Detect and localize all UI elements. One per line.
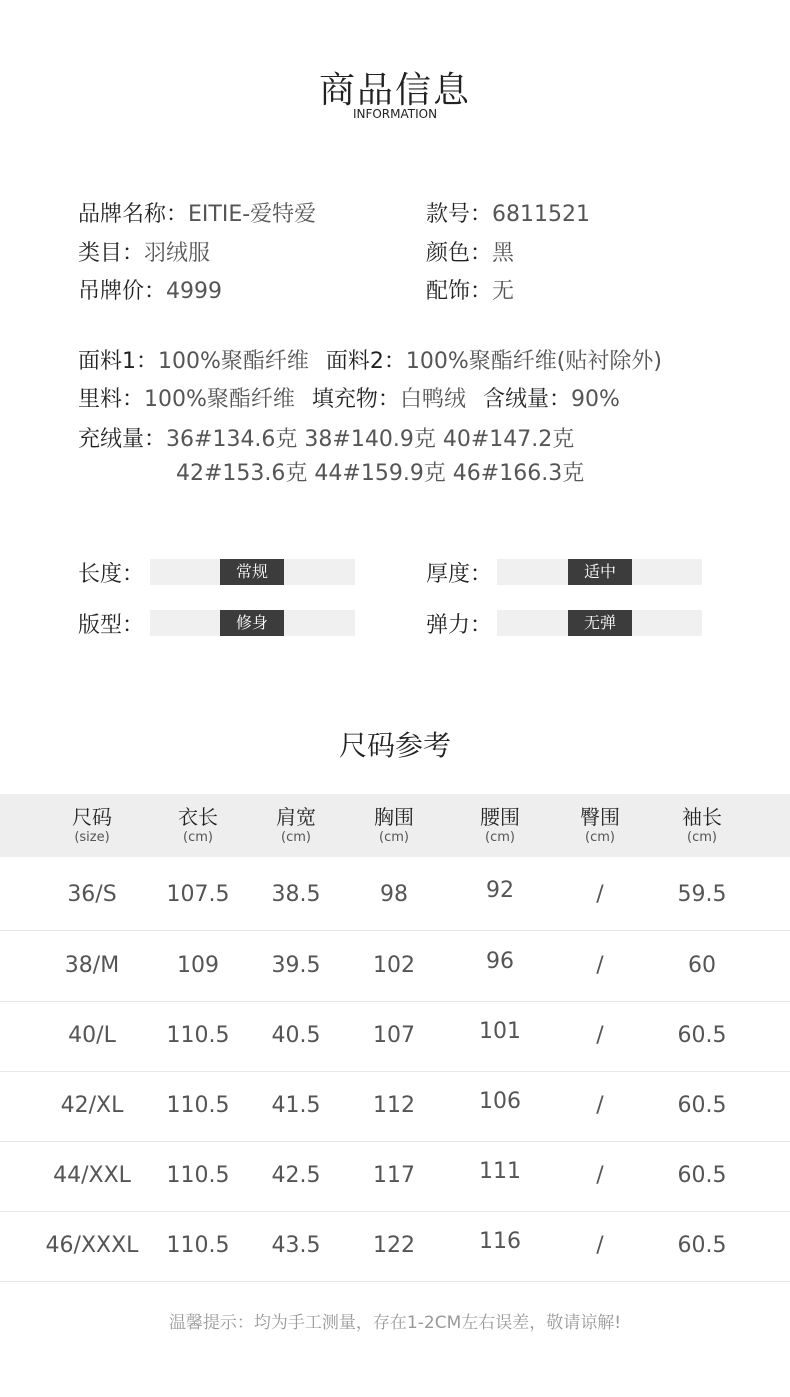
- fit-label: 版型：: [78, 613, 145, 638]
- cell-size: 36/S: [67, 882, 117, 907]
- down-content-value: 90%: [570, 387, 620, 412]
- cell-length: 110.5: [166, 1023, 230, 1048]
- cell-hip: /: [596, 953, 604, 978]
- brand-value: EITIE-爱特爱: [188, 202, 317, 227]
- column-header-chest: [339, 794, 449, 845]
- cell-hip: /: [596, 1233, 604, 1258]
- fabric2-value: 100%聚酯纤维(贴衬除外): [405, 349, 662, 374]
- style-no-row: [426, 197, 590, 228]
- size-table-header: [0, 794, 790, 857]
- cell-sleeve: 60: [688, 953, 716, 978]
- column-header-label: 肩宽: [276, 805, 316, 829]
- column-header-hip: [545, 794, 655, 845]
- lining-label: 里料：: [78, 387, 145, 412]
- fabric1-label: 面料1：: [78, 349, 158, 374]
- thickness-tag: 适中: [568, 559, 632, 585]
- cell-waist: 106: [479, 1089, 521, 1114]
- fill-weight-line2-row: [176, 456, 584, 487]
- category-row: [78, 236, 210, 267]
- column-header-size: [37, 794, 147, 845]
- page-subtitle: INFORMATION: [352, 107, 438, 121]
- fabric2-label: 面料2：: [325, 349, 406, 374]
- cell-length: 110.5: [166, 1163, 230, 1188]
- cell-shoulder: 40.5: [271, 1023, 321, 1048]
- length-label: 长度：: [78, 562, 145, 587]
- cell-waist: 92: [486, 878, 514, 903]
- cell-chest: 102: [373, 953, 415, 978]
- column-header-label: 衣长: [178, 805, 218, 829]
- lining-value: 100%聚酯纤维: [144, 387, 295, 412]
- cell-waist: 116: [479, 1229, 521, 1254]
- down-content-label: 含绒量：: [482, 387, 571, 412]
- cell-shoulder: 42.5: [271, 1163, 321, 1188]
- column-header-label: 胸围: [374, 805, 414, 829]
- column-header-unit: (cm): [485, 830, 515, 845]
- cell-chest: 107: [373, 1023, 415, 1048]
- cell-sleeve: 60.5: [677, 1163, 727, 1188]
- column-header-label: 袖长: [682, 805, 722, 829]
- thickness-label: 厚度：: [426, 562, 493, 587]
- fill-weight-label: 充绒量：: [78, 427, 167, 452]
- cell-chest: 122: [373, 1233, 415, 1258]
- cell-sleeve: 60.5: [677, 1233, 727, 1258]
- cell-sleeve: 59.5: [677, 882, 727, 907]
- cell-chest: 117: [373, 1163, 415, 1188]
- cell-waist: 101: [479, 1019, 521, 1044]
- filling-label: 填充物：: [311, 387, 400, 412]
- size-chart-title: 尺码参考: [338, 729, 451, 762]
- cell-chest: 98: [380, 882, 408, 907]
- cell-size: 46/XXXL: [45, 1233, 139, 1258]
- color-value: 黑: [492, 241, 515, 266]
- length-tag: 常规: [220, 559, 284, 585]
- table-row: [0, 1001, 790, 1072]
- cell-shoulder: 41.5: [271, 1093, 321, 1118]
- column-header-sleeve: [647, 794, 757, 845]
- cell-length: 107.5: [166, 882, 230, 907]
- cell-shoulder: 39.5: [271, 953, 321, 978]
- cell-shoulder: 43.5: [271, 1233, 321, 1258]
- cell-chest: 112: [373, 1093, 415, 1118]
- measurement-note: 温馨提示：均为手工测量，存在1-2CM左右误差，敬请谅解!: [168, 1313, 622, 1333]
- accessory-value: 无: [492, 279, 515, 304]
- column-header-length: [143, 794, 253, 845]
- filling-value: 白鸭绒: [399, 387, 466, 412]
- column-header-waist: [445, 794, 555, 845]
- cell-waist: 111: [479, 1159, 521, 1184]
- brand-label: 品牌名称：: [78, 202, 189, 227]
- cell-size: 42/XL: [60, 1093, 124, 1118]
- tag-price-label: 吊牌价：: [78, 279, 167, 304]
- column-header-unit: (cm): [585, 830, 615, 845]
- cell-hip: /: [596, 882, 604, 907]
- elasticity-tag: 无弹: [568, 610, 632, 636]
- accessory-row: [426, 274, 514, 305]
- style-no-value: 6811521: [492, 202, 590, 227]
- fill-weight-line2: 42#153.6克 44#159.9克 46#166.3克: [176, 461, 585, 486]
- fill-weight-line1: 36#134.6克 38#140.9克 40#147.2克: [166, 427, 575, 452]
- cell-hip: /: [596, 1163, 604, 1188]
- cell-length: 109: [177, 953, 219, 978]
- column-header-unit: (cm): [183, 830, 213, 845]
- cell-shoulder: 38.5: [271, 882, 321, 907]
- cell-size: 44/XXL: [53, 1163, 131, 1188]
- column-header-shoulder: [241, 794, 351, 845]
- category-value: 羽绒服: [144, 241, 211, 266]
- cell-length: 110.5: [166, 1233, 230, 1258]
- table-row: [0, 1141, 790, 1212]
- fabric1-value: 100%聚酯纤维: [158, 349, 309, 374]
- page-title: 商品信息: [318, 70, 471, 111]
- tag-price-value: 4999: [166, 279, 223, 304]
- cell-sleeve: 60.5: [677, 1093, 727, 1118]
- table-row: [0, 860, 790, 931]
- category-label: 类目：: [78, 241, 145, 266]
- color-row: [426, 236, 514, 267]
- column-header-unit: (cm): [379, 830, 409, 845]
- cell-length: 110.5: [166, 1093, 230, 1118]
- cell-hip: /: [596, 1093, 604, 1118]
- column-header-label: 腰围: [480, 805, 520, 829]
- cell-size: 40/L: [68, 1023, 116, 1048]
- cell-sleeve: 60.5: [677, 1023, 727, 1048]
- table-row: [0, 1211, 790, 1282]
- color-label: 颜色：: [426, 241, 493, 266]
- table-row: [0, 931, 790, 1002]
- table-row: [0, 1071, 790, 1142]
- column-header-unit: (cm): [281, 830, 311, 845]
- column-header-unit: (size): [74, 830, 110, 845]
- accessory-label: 配饰：: [426, 279, 493, 304]
- lining-row: [78, 382, 620, 413]
- cell-size: 38/M: [64, 953, 120, 978]
- column-header-label: 臀围: [580, 805, 620, 829]
- tag-price-row: [78, 274, 222, 305]
- fit-tag: 修身: [220, 610, 284, 636]
- column-header-unit: (cm): [687, 830, 717, 845]
- style-no-label: 款号：: [426, 202, 493, 227]
- cell-hip: /: [596, 1023, 604, 1048]
- fill-weight-row: [78, 422, 574, 453]
- brand-row: [78, 197, 316, 228]
- fabric-row: [78, 344, 662, 375]
- elasticity-label: 弹力：: [426, 613, 493, 638]
- cell-waist: 96: [486, 949, 514, 974]
- column-header-label: 尺码: [72, 805, 112, 829]
